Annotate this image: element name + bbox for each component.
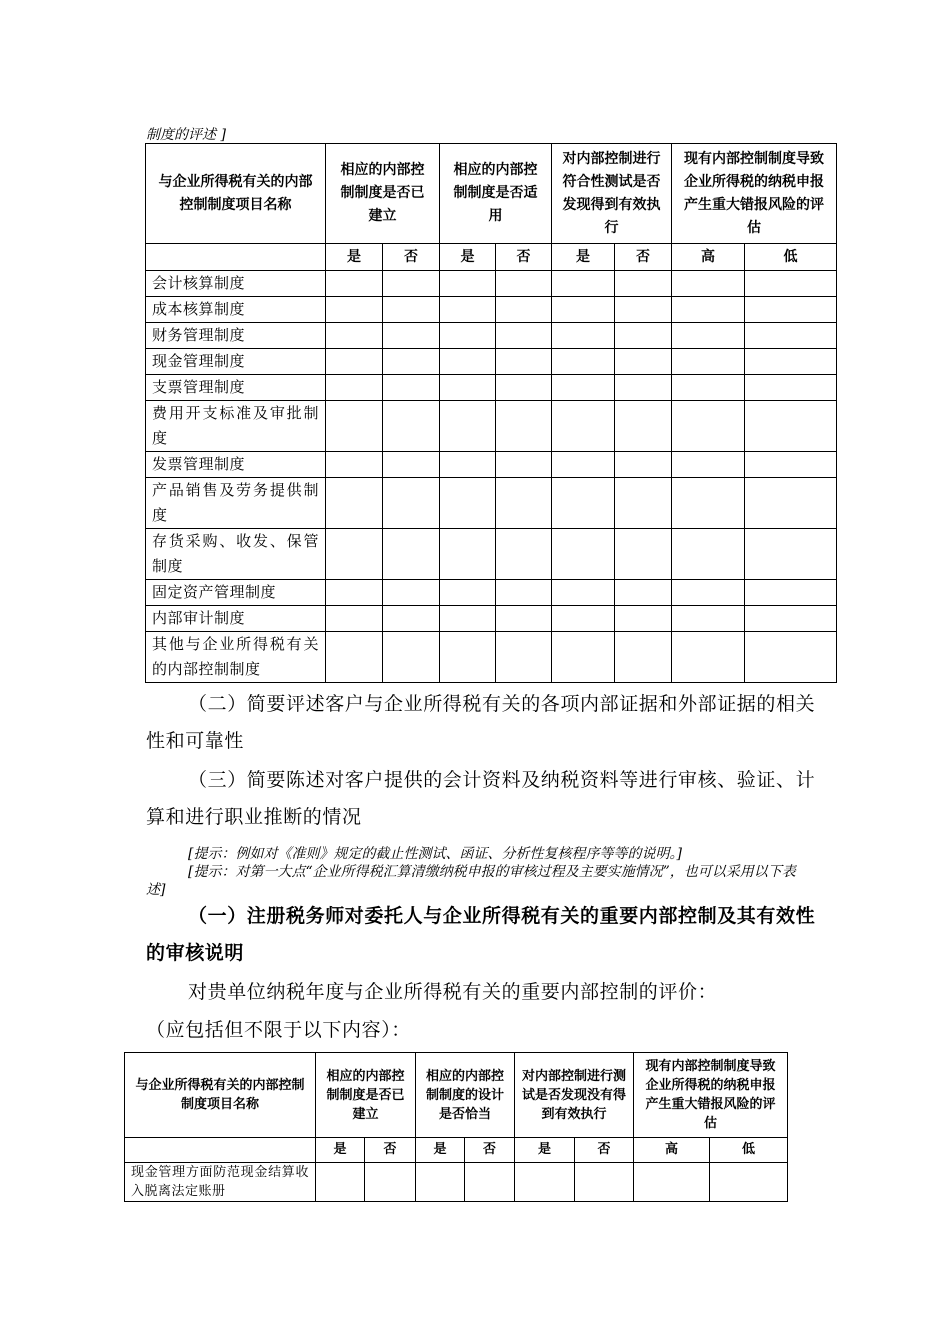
paragraph-evidence: （二）简要评述客户与企业所得税有关的各项内部证据和外部证据的相关性和可靠性 — [146, 693, 816, 752]
header-item-name: 与企业所得税有关的内部控制制度项目名称 — [146, 144, 326, 244]
header-compliance-test: 对内部控制进行符合性测试是否发现得到有效执行 — [552, 144, 672, 244]
empty-cell — [552, 529, 615, 580]
empty-cell — [326, 529, 383, 580]
table-row — [146, 297, 837, 323]
sub-no: 否 — [365, 1138, 416, 1163]
empty-cell — [496, 349, 552, 375]
empty-cell — [383, 632, 440, 683]
empty-cell — [440, 297, 496, 323]
row-label: 财务管理制度 — [146, 323, 326, 349]
paragraph-scope: （应包括但不限于以下内容）： — [146, 1019, 411, 1041]
sub-yes: 是 — [515, 1138, 575, 1163]
table-row — [146, 580, 837, 606]
sub-header-blank — [125, 1138, 316, 1163]
sub-yes: 是 — [552, 244, 615, 271]
empty-cell — [440, 323, 496, 349]
table-row — [146, 452, 837, 478]
internal-control-table-2 — [124, 1052, 788, 1202]
empty-cell — [745, 632, 837, 683]
empty-cell — [552, 349, 615, 375]
table-row — [146, 375, 837, 401]
table-row — [146, 349, 837, 375]
row-label: 会计核算制度 — [146, 271, 326, 297]
empty-cell — [440, 529, 496, 580]
sub-low: 低 — [710, 1138, 788, 1163]
empty-cell — [326, 401, 383, 452]
header-established: 相应的内部控制制度是否已建立 — [326, 144, 440, 244]
row-label: 其他与企业所得税有关的内部控制制度 — [146, 632, 326, 683]
empty-cell — [634, 1163, 710, 1202]
header-risk-assessment: 现有内部控制制度导致企业所得税的纳税申报产生重大错报风险的评估 — [672, 144, 837, 244]
empty-cell — [672, 580, 745, 606]
empty-cell — [383, 478, 440, 529]
empty-cell — [440, 632, 496, 683]
empty-cell — [326, 375, 383, 401]
header-risk-assessment: 现有内部控制制度导致企业所得税的纳税申报产生重大错报风险的评估 — [634, 1053, 788, 1138]
paragraph-review: （三）简要陈述对客户提供的会计资料及纳税资料等进行审核、验证、计算和进行职业推断的情况 — [146, 769, 816, 828]
hint-note-1: [提示：例如对《准则》规定的截止性测试、函证、分析性复核程序等等的说明。] — [188, 846, 682, 862]
empty-cell — [383, 529, 440, 580]
empty-cell — [440, 401, 496, 452]
empty-cell — [672, 375, 745, 401]
sub-high: 高 — [634, 1138, 710, 1163]
table-row — [146, 606, 837, 632]
empty-cell — [615, 375, 672, 401]
row-label: 成本核算制度 — [146, 297, 326, 323]
empty-cell — [615, 271, 672, 297]
empty-cell — [745, 375, 837, 401]
header-design: 相应的内部控制制度的设计是否恰当 — [416, 1053, 515, 1138]
empty-cell — [326, 606, 383, 632]
empty-cell — [440, 452, 496, 478]
empty-cell — [615, 529, 672, 580]
sub-yes: 是 — [416, 1138, 465, 1163]
empty-cell — [326, 271, 383, 297]
empty-cell — [745, 401, 837, 452]
hint-note-2: [提示：对第一大点“企业所得税汇算清缴纳税申报的审核过程及主要实施情况”，也可以采用以下表述] — [146, 864, 796, 898]
empty-cell — [326, 297, 383, 323]
empty-cell — [383, 271, 440, 297]
empty-cell — [496, 580, 552, 606]
empty-cell — [672, 297, 745, 323]
empty-cell — [440, 375, 496, 401]
section-heading: （一）注册税务师对委托人与企业所得税有关的重要内部控制及其有效性的审核说明 — [146, 905, 816, 964]
empty-cell — [552, 375, 615, 401]
row-label: 固定资产管理制度 — [146, 580, 326, 606]
empty-cell — [710, 1163, 788, 1202]
empty-cell — [326, 632, 383, 683]
empty-cell — [552, 297, 615, 323]
empty-cell — [745, 297, 837, 323]
row-label: 现金管理方面防范现金结算收入脱离法定账册 — [125, 1163, 316, 1202]
empty-cell — [383, 375, 440, 401]
table-row — [146, 632, 837, 683]
empty-cell — [383, 401, 440, 452]
empty-cell — [615, 632, 672, 683]
empty-cell — [515, 1163, 575, 1202]
empty-cell — [496, 375, 552, 401]
table-row — [146, 529, 837, 580]
empty-cell — [672, 529, 745, 580]
empty-cell — [383, 452, 440, 478]
empty-cell — [440, 349, 496, 375]
empty-cell — [552, 580, 615, 606]
empty-cell — [496, 401, 552, 452]
empty-cell — [496, 606, 552, 632]
row-label: 内部审计制度 — [146, 606, 326, 632]
empty-cell — [383, 606, 440, 632]
table-row — [146, 271, 837, 297]
sub-low: 低 — [745, 244, 837, 271]
row-label: 支票管理制度 — [146, 375, 326, 401]
empty-cell — [615, 323, 672, 349]
sub-yes: 是 — [316, 1138, 365, 1163]
empty-cell — [552, 452, 615, 478]
empty-cell — [496, 632, 552, 683]
empty-cell — [672, 632, 745, 683]
empty-cell — [672, 401, 745, 452]
sub-no: 否 — [615, 244, 672, 271]
row-label: 发票管理制度 — [146, 452, 326, 478]
empty-cell — [316, 1163, 365, 1202]
empty-cell — [672, 349, 745, 375]
top-note: 制度的评述 ] — [146, 127, 226, 143]
empty-cell — [416, 1163, 465, 1202]
empty-cell — [672, 478, 745, 529]
sub-yes: 是 — [326, 244, 383, 271]
empty-cell — [440, 606, 496, 632]
empty-cell — [552, 271, 615, 297]
empty-cell — [745, 529, 837, 580]
internal-control-table-1 — [145, 143, 837, 683]
empty-cell — [326, 478, 383, 529]
empty-cell — [496, 478, 552, 529]
empty-cell — [383, 297, 440, 323]
empty-cell — [672, 323, 745, 349]
empty-cell — [496, 529, 552, 580]
empty-cell — [383, 349, 440, 375]
sub-no: 否 — [383, 244, 440, 271]
sub-yes: 是 — [440, 244, 496, 271]
sub-header-blank — [146, 244, 326, 271]
empty-cell — [575, 1163, 634, 1202]
table-row — [146, 401, 837, 452]
empty-cell — [615, 606, 672, 632]
empty-cell — [383, 580, 440, 606]
empty-cell — [672, 606, 745, 632]
empty-cell — [745, 478, 837, 529]
table-row — [146, 323, 837, 349]
row-label: 现金管理制度 — [146, 349, 326, 375]
empty-cell — [615, 478, 672, 529]
table-row — [125, 1163, 788, 1202]
empty-cell — [496, 452, 552, 478]
table-row — [146, 478, 837, 529]
empty-cell — [552, 478, 615, 529]
sub-no: 否 — [575, 1138, 634, 1163]
empty-cell — [496, 271, 552, 297]
empty-cell — [615, 297, 672, 323]
empty-cell — [552, 401, 615, 452]
empty-cell — [440, 271, 496, 297]
empty-cell — [745, 271, 837, 297]
empty-cell — [552, 323, 615, 349]
empty-cell — [496, 297, 552, 323]
empty-cell — [745, 580, 837, 606]
empty-cell — [383, 323, 440, 349]
empty-cell — [440, 580, 496, 606]
sub-no: 否 — [465, 1138, 515, 1163]
header-established: 相应的内部控制制度是否已建立 — [316, 1053, 416, 1138]
row-label: 存货采购、收发、保管制度 — [146, 529, 326, 580]
row-label: 产品销售及劳务提供制度 — [146, 478, 326, 529]
header-item-name: 与企业所得税有关的内部控制制度项目名称 — [125, 1053, 316, 1138]
empty-cell — [672, 452, 745, 478]
empty-cell — [326, 452, 383, 478]
paragraph-evaluation: 对贵单位纳税年度与企业所得税有关的重要内部控制的评价： — [188, 981, 718, 1003]
empty-cell — [365, 1163, 416, 1202]
empty-cell — [672, 271, 745, 297]
empty-cell — [615, 452, 672, 478]
header-applicable: 相应的内部控制制度是否适用 — [440, 144, 552, 244]
empty-cell — [615, 401, 672, 452]
empty-cell — [615, 580, 672, 606]
empty-cell — [745, 452, 837, 478]
sub-high: 高 — [672, 244, 745, 271]
empty-cell — [745, 323, 837, 349]
sub-no: 否 — [496, 244, 552, 271]
empty-cell — [552, 606, 615, 632]
empty-cell — [326, 580, 383, 606]
header-test: 对内部控制进行测试是否发现没有得到有效执行 — [515, 1053, 634, 1138]
empty-cell — [496, 323, 552, 349]
empty-cell — [552, 632, 615, 683]
empty-cell — [465, 1163, 515, 1202]
empty-cell — [440, 478, 496, 529]
empty-cell — [745, 349, 837, 375]
empty-cell — [615, 349, 672, 375]
row-label: 费用开支标准及审批制度 — [146, 401, 326, 452]
empty-cell — [326, 323, 383, 349]
empty-cell — [326, 349, 383, 375]
empty-cell — [745, 606, 837, 632]
